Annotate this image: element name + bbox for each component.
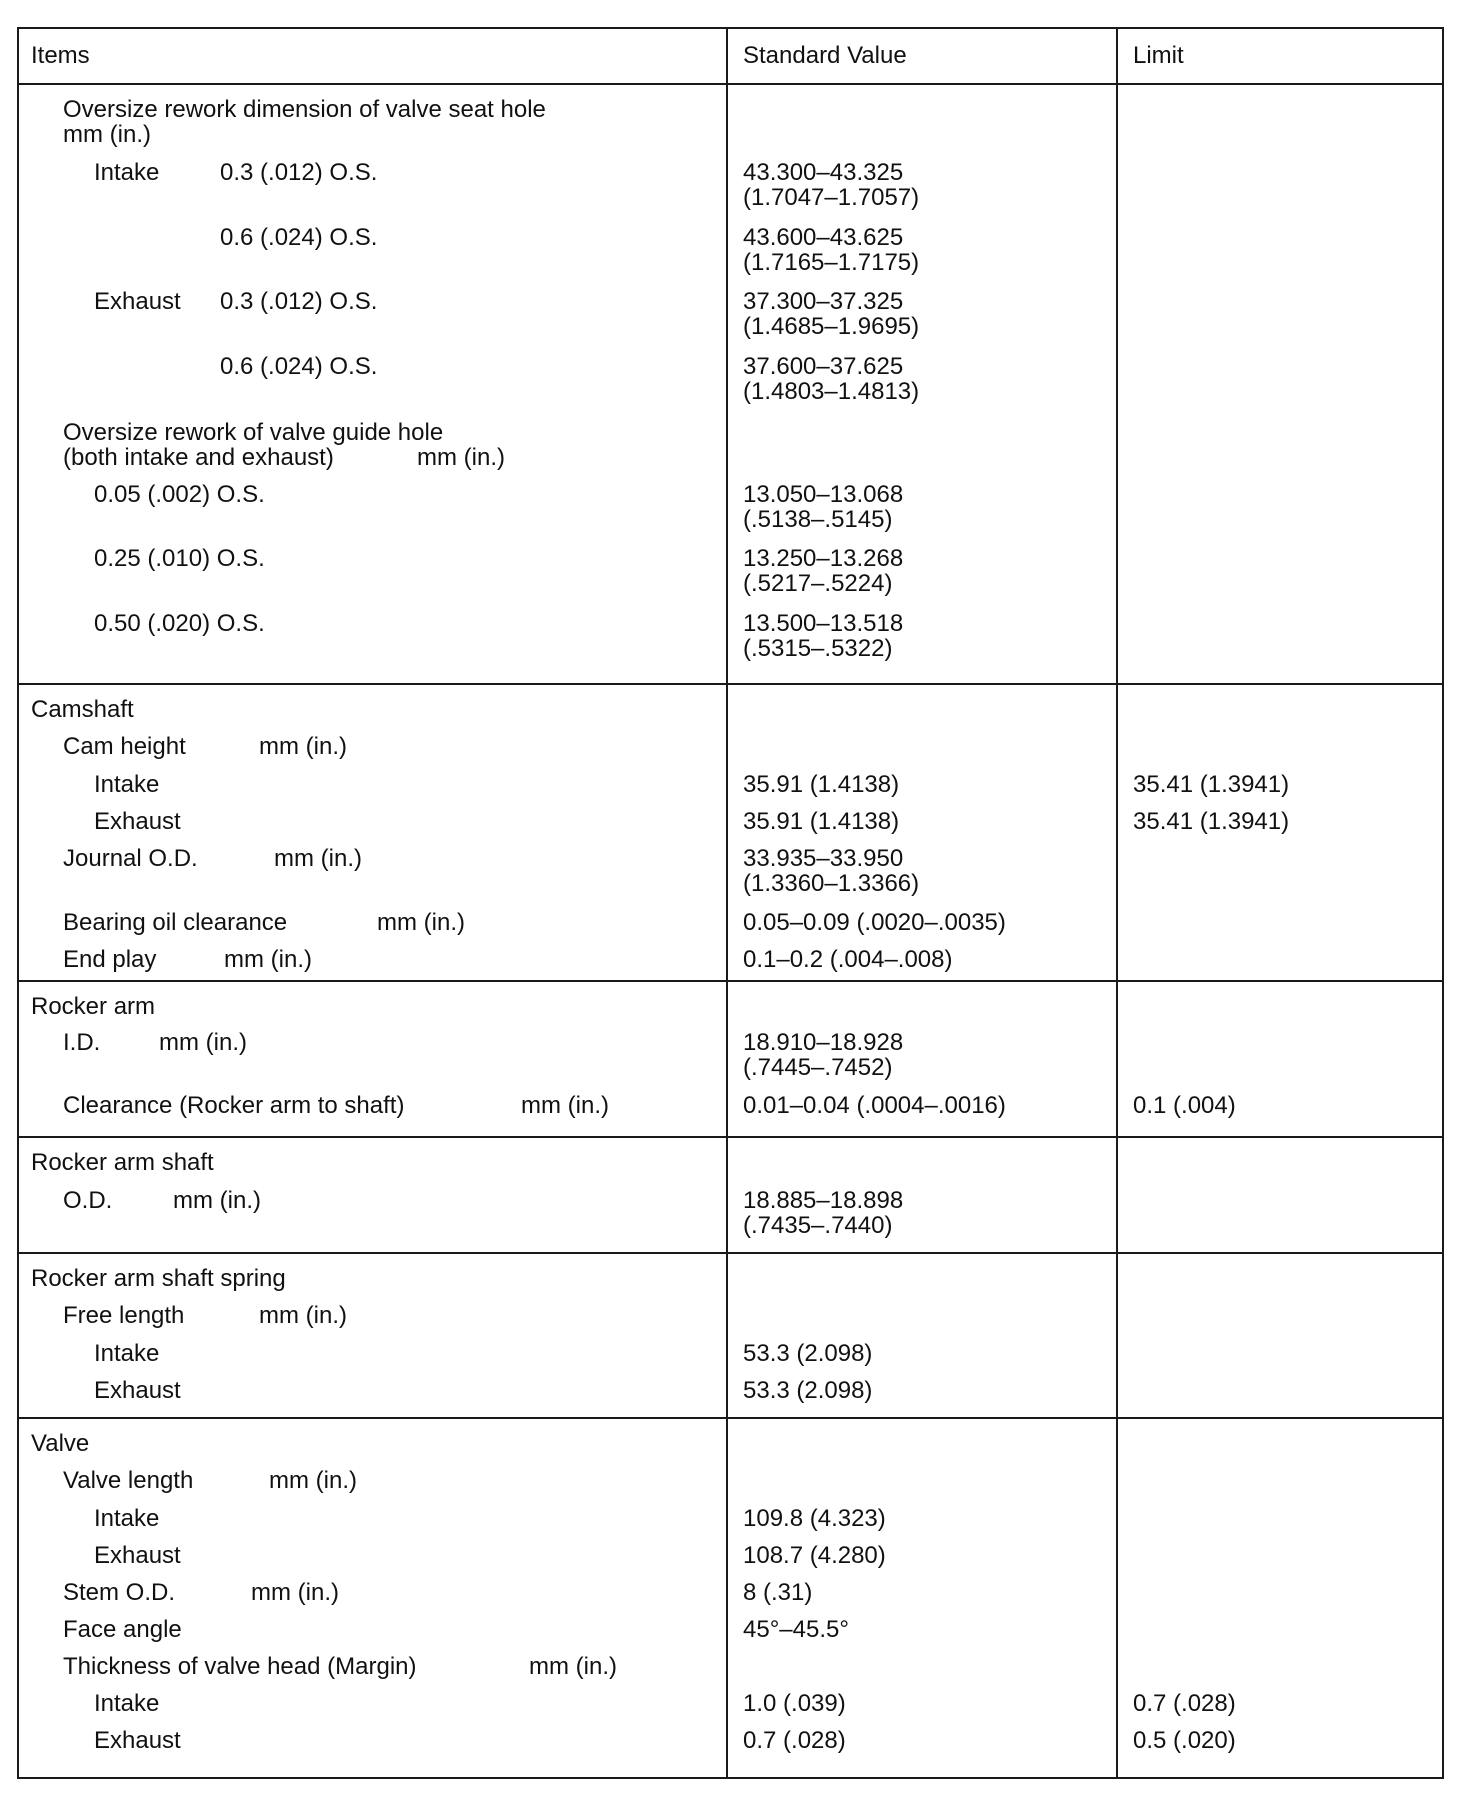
camshaft-title: Camshaft: [31, 696, 134, 723]
valve-length-intake-label: Intake: [94, 1505, 160, 1532]
header-limit: Limit: [1133, 42, 1184, 69]
valve-guide-row-item: 0.25 (.010) O.S.: [94, 545, 265, 572]
rocker-arm-title: Rocker arm: [31, 993, 156, 1020]
section-valve: [19, 1419, 1442, 1776]
stem-od-label: Stem O.D.: [63, 1579, 176, 1606]
valve-seat-title: Oversize rework dimension of valve seat hole: [63, 96, 546, 123]
journal-od-std-in: (1.3360–1.3366): [743, 870, 920, 897]
valve-seat-row-std-mm: 43.600–43.625: [743, 224, 904, 251]
journal-od-unit: mm (in.): [274, 845, 362, 872]
table-header: [19, 29, 1442, 85]
section-rocker-arm-shaft: [19, 1138, 1442, 1254]
rocker-shaft-od-std-mm: 18.885–18.898: [743, 1187, 904, 1214]
section-camshaft: [19, 685, 1442, 982]
rocker-id-label: I.D.: [63, 1029, 101, 1056]
rocker-clearance-label: Clearance (Rocker arm to shaft): [63, 1092, 405, 1119]
valve-thickness-unit: mm (in.): [529, 1653, 617, 1680]
valve-guide-title-line2: (both intake and exhaust): [63, 444, 334, 471]
spring-intake-label: Intake: [94, 1340, 160, 1367]
valve-guide-row-std-in: (.5315–.5322): [743, 635, 893, 662]
journal-od-label: Journal O.D.: [63, 845, 198, 872]
face-angle-std: 45°–45.5°: [743, 1616, 849, 1643]
valve-guide-row-item: 0.50 (.020) O.S.: [94, 610, 265, 637]
rocker-id-std-mm: 18.910–18.928: [743, 1029, 904, 1056]
cam-height-unit: mm (in.): [259, 733, 347, 760]
cam-intake-limit: 35.41 (1.3941): [1133, 771, 1290, 798]
valve-seat-row-item: 0.3 (.012) O.S.: [220, 288, 378, 315]
thick-exhaust-std: 0.7 (.028): [743, 1727, 846, 1754]
thick-intake-limit: 0.7 (.028): [1133, 1690, 1236, 1717]
header-standard-value: Standard Value: [743, 42, 907, 69]
valve-guide-row-std-mm: 13.050–13.068: [743, 481, 904, 508]
valve-seat-unit: mm (in.): [63, 121, 151, 148]
rocker-clearance-std: 0.01–0.04 (.0004–.0016): [743, 1092, 1006, 1119]
end-play-unit: mm (in.): [224, 946, 312, 973]
rocker-spring-title: Rocker arm shaft spring: [31, 1265, 286, 1292]
valve-seat-row-std-mm: 37.600–37.625: [743, 353, 904, 380]
header-items: Items: [31, 42, 90, 69]
section-rocker-arm: [19, 982, 1442, 1138]
bearing-clearance-std: 0.05–0.09 (.0020–.0035): [743, 909, 1006, 936]
thick-intake-label: Intake: [94, 1690, 160, 1717]
section-rocker-shaft-spring: [19, 1254, 1442, 1419]
valve-guide-row-std-in: (.5217–.5224): [743, 570, 893, 597]
valve-seat-exhaust-label: Exhaust: [94, 288, 181, 315]
bearing-clearance-label: Bearing oil clearance: [63, 909, 288, 936]
valve-length-intake-std: 109.8 (4.323): [743, 1505, 886, 1532]
stem-od-std: 8 (.31): [743, 1579, 813, 1606]
bearing-clearance-unit: mm (in.): [377, 909, 465, 936]
valve-length-exhaust-label: Exhaust: [94, 1542, 181, 1569]
cam-exhaust-label: Exhaust: [94, 808, 181, 835]
spring-exhaust-std: 53.3 (2.098): [743, 1377, 873, 1404]
section-valve-seat-guide: [19, 85, 1442, 685]
valve-seat-row-std-mm: 37.300–37.325: [743, 288, 904, 315]
valve-guide-row-std-mm: 13.250–13.268: [743, 545, 904, 572]
valve-seat-row-item: 0.6 (.024) O.S.: [220, 224, 378, 251]
rocker-clearance-unit: mm (in.): [521, 1092, 609, 1119]
rocker-shaft-od-std-in: (.7435–.7440): [743, 1212, 893, 1239]
valve-seat-intake-label: Intake: [94, 159, 160, 186]
rocker-shaft-od-unit: mm (in.): [173, 1187, 261, 1214]
spring-intake-std: 53.3 (2.098): [743, 1340, 873, 1367]
stem-od-unit: mm (in.): [251, 1579, 339, 1606]
valve-seat-row-item: 0.3 (.012) O.S.: [220, 159, 378, 186]
spec-table: [17, 27, 1444, 1779]
valve-length-exhaust-std: 108.7 (4.280): [743, 1542, 886, 1569]
rocker-clearance-limit: 0.1 (.004): [1133, 1092, 1236, 1119]
spring-exhaust-label: Exhaust: [94, 1377, 181, 1404]
face-angle-label: Face angle: [63, 1616, 182, 1643]
end-play-label: End play: [63, 946, 157, 973]
thick-exhaust-limit: 0.5 (.020): [1133, 1727, 1236, 1754]
valve-seat-row-std-in: (1.4803–1.4813): [743, 378, 920, 405]
cam-exhaust-limit: 35.41 (1.3941): [1133, 808, 1290, 835]
cam-intake-std: 35.91 (1.4138): [743, 771, 900, 798]
valve-seat-row-std-in: (1.7047–1.7057): [743, 184, 920, 211]
journal-od-std-mm: 33.935–33.950: [743, 845, 904, 872]
valve-length-label: Valve length: [63, 1467, 194, 1494]
valve-seat-row-std-in: (1.7165–1.7175): [743, 249, 920, 276]
valve-guide-row-item: 0.05 (.002) O.S.: [94, 481, 265, 508]
valve-thickness-label: Thickness of valve head (Margin): [63, 1653, 417, 1680]
cam-intake-label: Intake: [94, 771, 160, 798]
rocker-shaft-od-label: O.D.: [63, 1187, 113, 1214]
valve-length-unit: mm (in.): [269, 1467, 357, 1494]
free-length-label: Free length: [63, 1302, 185, 1329]
rocker-id-std-in: (.7445–.7452): [743, 1054, 893, 1081]
thick-intake-std: 1.0 (.039): [743, 1690, 846, 1717]
valve-guide-row-std-mm: 13.500–13.518: [743, 610, 904, 637]
valve-seat-row-std-in: (1.4685–1.9695): [743, 313, 920, 340]
rocker-shaft-title: Rocker arm shaft: [31, 1149, 214, 1176]
valve-guide-unit: mm (in.): [417, 444, 505, 471]
valve-guide-title: Oversize rework of valve guide hole: [63, 419, 444, 446]
valve-guide-row-std-in: (.5138–.5145): [743, 506, 893, 533]
thick-exhaust-label: Exhaust: [94, 1727, 181, 1754]
valve-title: Valve: [31, 1430, 90, 1457]
end-play-std: 0.1–0.2 (.004–.008): [743, 946, 953, 973]
cam-exhaust-std: 35.91 (1.4138): [743, 808, 900, 835]
valve-seat-row-std-mm: 43.300–43.325: [743, 159, 904, 186]
valve-seat-row-item: 0.6 (.024) O.S.: [220, 353, 378, 380]
free-length-unit: mm (in.): [259, 1302, 347, 1329]
rocker-id-unit: mm (in.): [159, 1029, 247, 1056]
cam-height-label: Cam height: [63, 733, 186, 760]
